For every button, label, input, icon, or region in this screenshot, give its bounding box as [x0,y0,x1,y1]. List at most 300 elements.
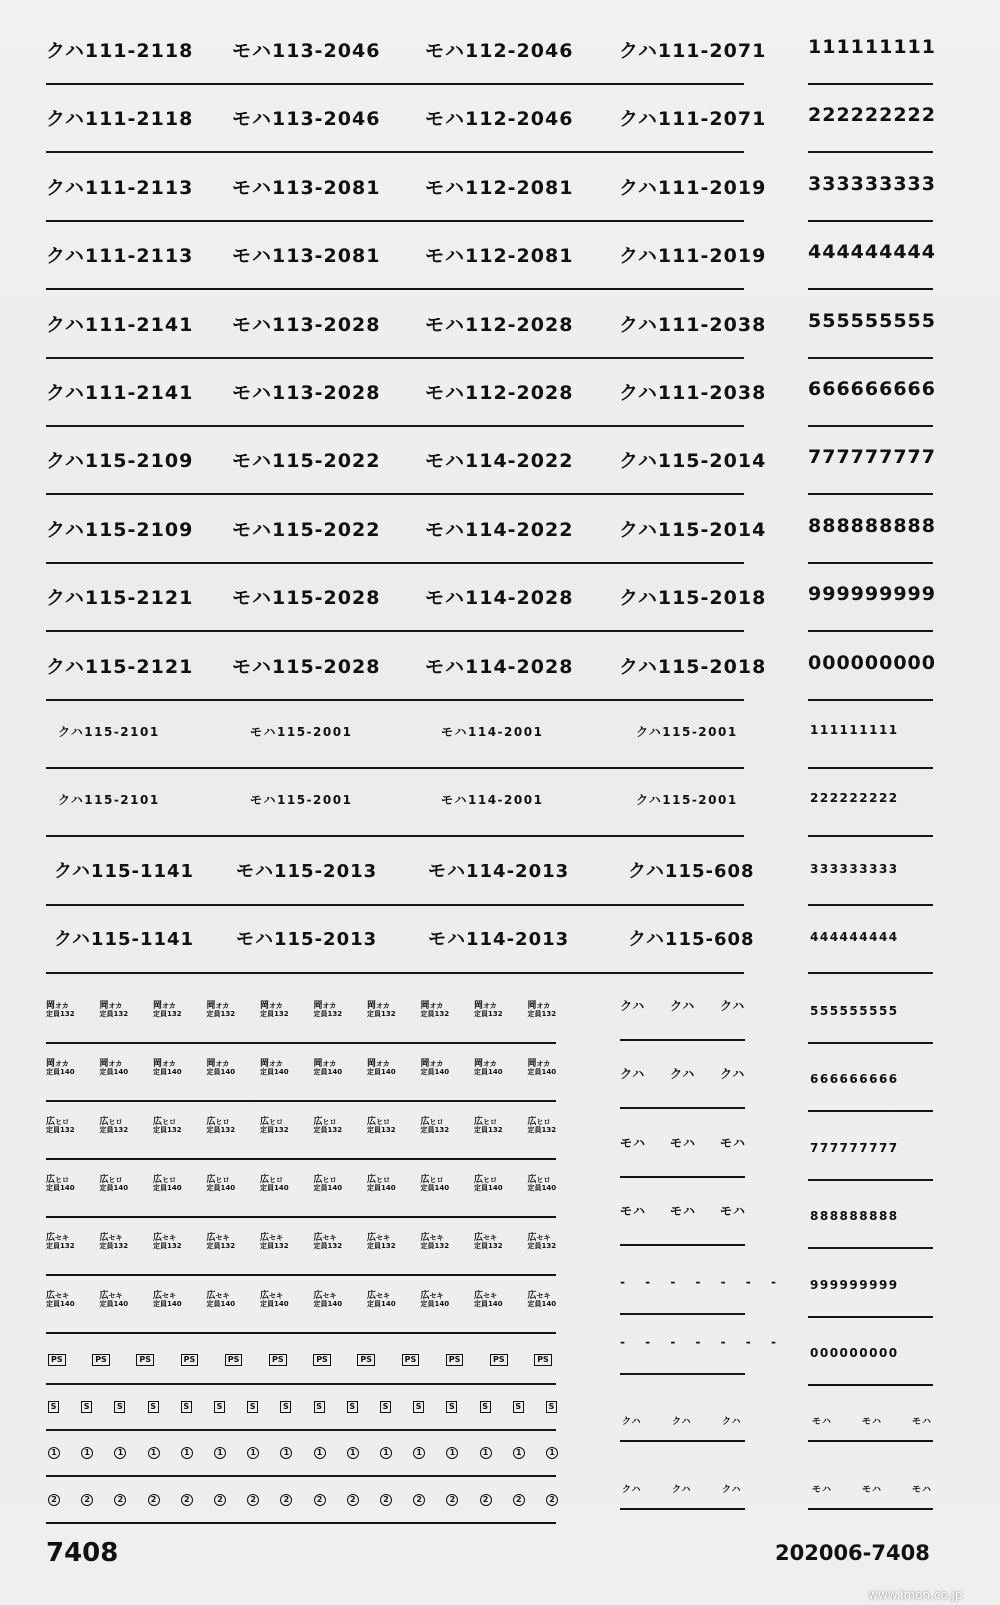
moha-tiny-decal: モハ [812,1485,833,1496]
circle-1-decal: 1 [81,1447,93,1459]
depot-mark-decal [100,1234,129,1250]
separator-line [808,562,933,564]
depot-code: ヒロ [376,1118,391,1126]
capacity-text: 定員140 [206,1300,236,1308]
separator-line [46,1274,556,1276]
capacity-text: 定員132 [313,1010,343,1018]
capacity-text: 定員132 [527,1242,557,1250]
depot-kanji: 岡 [474,1001,484,1011]
separator-line [46,425,744,427]
type-decal: クハ [620,1067,646,1082]
depot-code: ヒロ [269,1118,284,1126]
circle-2-decal: 2 [48,1494,60,1506]
depot-kanji: 岡 [527,1059,537,1069]
type-decal: クハ [620,999,646,1013]
capacity-text: 定員132 [420,1126,450,1134]
separator-line [46,972,744,974]
depot-kanji: 広 [46,1117,56,1127]
capacity-text: 定員140 [420,1068,450,1076]
depot-mark-decal [260,1292,289,1308]
depot-code: ヒロ [483,1118,498,1126]
depot-mark-decal [528,1118,557,1134]
depot-kanji: 岡 [153,1001,163,1011]
depot-mark-decal [46,1118,75,1134]
car-number-decal-small: クハ115-2101 [58,793,160,808]
depot-kanji: 岡 [527,1001,537,1011]
depot-kanji: 岡 [46,1001,56,1011]
depot-code: オカ [55,1060,69,1068]
depot-mark-decal [207,1118,236,1134]
digit-decal-row: 000000000 [808,651,936,674]
depot-kanji: 岡 [206,1001,216,1011]
depot-mark-decal [474,1176,503,1192]
separator-line [808,1179,933,1181]
digit-decal-row: 111111111 [808,36,936,58]
car-number-decal: モハ115-2013 [236,860,378,882]
depot-kanji: 岡 [206,1059,216,1069]
capacity-text: 定員140 [99,1068,129,1076]
separator-line [620,1244,745,1246]
car-number-decal: モハ114-2013 [428,860,570,882]
separator-line [620,1440,745,1442]
depot-mark-decal [314,1234,343,1250]
depot-mark-decal [314,1002,343,1018]
depot-kanji: 広 [99,1175,109,1185]
depot-kanji: 広 [46,1175,56,1185]
depot-mark-decal [153,1234,182,1250]
depot-code: ヒロ [322,1176,337,1184]
circle-2-decal: 2 [314,1494,326,1506]
digit-decal-row: 999999999 [808,583,936,606]
type-decal: モハ [720,1135,747,1150]
capacity-text: 定員140 [46,1068,75,1076]
car-number-decal: モハ115-2028 [232,655,381,678]
depot-mark-decal [421,1118,450,1134]
capacity-text: 定員140 [527,1184,557,1192]
separator-line [46,493,744,495]
dash-decal: - - - - - - - [620,1335,784,1349]
digit-decal-small: 333333333 [810,861,899,876]
digit-decal-row: 777777777 [808,446,936,469]
car-number-decal: クハ115-608 [628,860,755,882]
car-number-decal: クハ111-2141 [46,313,194,336]
car-number-decal: クハ115-2014 [619,450,767,473]
depot-mark-decal [100,1176,129,1192]
car-number-decal: クハ115-2014 [619,518,767,541]
depot-code: ヒロ [108,1176,123,1184]
depot-code: ヒロ [536,1176,551,1184]
kuha-tiny-decal: クハ [672,1485,692,1496]
depot-kanji: 広 [474,1291,484,1301]
separator-line [46,151,744,153]
separator-line [808,1247,933,1249]
s-mark-decal: S [380,1401,391,1413]
depot-kanji: 広 [206,1117,216,1127]
ps-mark-decal: PS [92,1354,110,1366]
depot-code: セキ [162,1234,177,1242]
circle-2-decal: 2 [413,1494,425,1506]
s-mark-decal: S [81,1401,92,1413]
circle-1-decal: 1 [413,1447,425,1459]
capacity-text: 定員140 [99,1184,129,1192]
depot-code: セキ [376,1234,391,1242]
depot-kanji: 広 [99,1233,109,1243]
moha-tiny-decal: モハ [862,1417,883,1427]
circle-2-decal: 2 [513,1494,525,1506]
moha-tiny-decal: モハ [862,1485,883,1496]
capacity-text: 定員132 [420,1242,450,1250]
s-mark-decal: S [280,1401,291,1413]
capacity-text: 定員132 [99,1126,129,1134]
depot-code: ヒロ [215,1118,230,1126]
capacity-text: 定員140 [153,1184,182,1192]
circle-2-decal: 2 [546,1494,558,1506]
separator-line [808,835,933,837]
capacity-text: 定員140 [367,1300,396,1308]
digit-decal-small: 444444444 [810,930,899,945]
depot-mark-decal [528,1176,557,1192]
depot-kanji: 広 [206,1233,216,1243]
depot-code: ヒロ [269,1176,284,1184]
separator-line [808,972,933,974]
circle-2-decal: 2 [214,1494,226,1506]
capacity-text: 定員140 [46,1184,75,1192]
digit-decal-small: 555555555 [810,1004,899,1018]
depot-mark-decal [46,1002,75,1018]
depot-mark-decal [367,1060,396,1076]
depot-mark-decal [314,1176,343,1192]
digit-decal-row: 666666666 [808,378,936,400]
depot-kanji: 岡 [260,1059,270,1069]
depot-kanji: 広 [420,1233,430,1243]
circle-2-decal: 2 [347,1494,359,1506]
depot-code: オカ [322,1060,337,1068]
depot-code: セキ [429,1292,444,1300]
digit-decal-small: 111111111 [810,723,899,737]
capacity-text: 定員132 [367,1010,396,1018]
capacity-text: 定員132 [206,1126,236,1134]
circle-1-decal: 1 [247,1447,259,1459]
capacity-text: 定員132 [46,1126,75,1134]
depot-code: オカ [55,1002,69,1010]
car-number-decal-small: モハ114-2001 [441,793,544,808]
ps-mark-decal: PS [446,1354,464,1366]
separator-line [46,904,744,906]
ps-mark-decal: PS [225,1354,243,1366]
depot-kanji: 岡 [153,1059,163,1069]
car-number-decal-small: モハ115-2001 [250,725,353,739]
car-number-decal: クハ115-2018 [619,655,767,678]
capacity-text: 定員140 [313,1300,343,1308]
type-decal: モハ [620,1204,647,1219]
depot-kanji: 広 [527,1117,537,1127]
car-number-decal: モハ112-2081 [425,176,574,199]
capacity-text: 定員140 [260,1300,289,1308]
capacity-text: 定員140 [527,1300,557,1308]
car-number-decal: クハ115-2121 [46,587,194,610]
depot-mark-decal [474,1002,503,1018]
car-number-decal: クハ111-2141 [46,382,194,404]
separator-line [46,1216,556,1218]
type-decal: モハ [670,1135,697,1150]
moha-tiny-decal: モハ [812,1417,833,1427]
depot-mark-decal [314,1292,343,1308]
separator-line [808,1440,933,1442]
depot-code: ヒロ [55,1176,70,1184]
separator-line [46,1100,556,1102]
depot-mark-decal [207,1292,236,1308]
depot-kanji: 広 [153,1117,163,1127]
depot-code: セキ [269,1234,284,1242]
depot-code: セキ [429,1234,444,1242]
depot-kanji: 広 [260,1175,270,1185]
depot-code: ヒロ [322,1118,337,1126]
depot-code: ヒロ [162,1118,177,1126]
car-number-decal: モハ113-2028 [232,313,381,336]
car-number-decal: クハ115-2109 [46,518,194,541]
depot-kanji: 広 [313,1117,323,1127]
digit-decal-row: 222222222 [808,104,936,127]
depot-mark-decal [46,1292,75,1308]
capacity-text: 定員132 [206,1242,236,1250]
circle-1-decal: 1 [114,1447,126,1459]
depot-kanji: 岡 [46,1059,56,1069]
separator-line [46,835,744,837]
car-number-decal: モハ114-2028 [425,655,574,678]
capacity-text: 定員132 [474,1010,503,1018]
capacity-text: 定員140 [420,1300,450,1308]
car-number-decal-small: クハ115-2101 [58,725,160,739]
circle-2-decal: 2 [148,1494,160,1506]
separator-line [620,1373,745,1375]
depot-kanji: 広 [46,1291,56,1301]
capacity-text: 定員140 [420,1184,450,1192]
separator-line [46,288,744,290]
car-number-decal: モハ113-2028 [232,382,381,404]
separator-line [46,1522,556,1524]
capacity-text: 定員140 [153,1300,182,1308]
depot-code: セキ [269,1292,284,1300]
depot-mark-decal [421,1176,450,1192]
depot-mark-decal [528,1292,557,1308]
capacity-text: 定員132 [367,1126,396,1134]
ps-mark-decal: PS [136,1354,154,1366]
s-mark-decal: S [446,1401,457,1413]
depot-kanji: 広 [313,1291,323,1301]
depot-mark-decal [314,1118,343,1134]
depot-code: セキ [215,1234,230,1242]
car-number-decal: クハ115-1141 [54,860,195,882]
circle-2-decal: 2 [81,1494,93,1506]
depot-code: セキ [108,1234,123,1242]
separator-line [620,1039,745,1041]
depot-kanji: 広 [313,1175,323,1185]
depot-code: オカ [162,1002,176,1010]
capacity-text: 定員132 [474,1126,503,1134]
depot-code: オカ [376,1002,390,1010]
separator-line [46,699,744,701]
depot-mark-decal [367,1234,396,1250]
depot-mark-decal [46,1234,75,1250]
ps-mark-decal: PS [402,1354,420,1366]
car-number-decal: クハ111-2019 [619,245,767,268]
s-mark-decal: S [148,1401,159,1413]
capacity-text: 定員140 [367,1068,396,1076]
depot-kanji: 岡 [367,1059,377,1069]
capacity-text: 定員140 [474,1068,503,1076]
car-number-decal: モハ113-2046 [232,40,381,62]
separator-line [620,1313,745,1315]
separator-line [46,1158,556,1160]
car-number-decal: モハ114-2028 [425,587,574,610]
depot-kanji: 岡 [420,1001,430,1011]
separator-line [46,357,744,359]
separator-line [620,1176,745,1178]
depot-mark-decal [46,1060,75,1076]
separator-line [808,220,933,222]
s-mark-decal: S [181,1401,192,1413]
depot-kanji: 広 [367,1175,377,1185]
depot-code: オカ [322,1002,337,1010]
depot-code: セキ [483,1234,498,1242]
capacity-text: 定員140 [260,1184,289,1192]
separator-line [46,767,744,769]
circle-1-decal: 1 [314,1447,326,1459]
capacity-text: 定員132 [46,1242,75,1250]
car-number-decal: クハ115-2018 [619,587,767,610]
depot-mark-decal [421,1002,450,1018]
depot-code: ヒロ [536,1118,551,1126]
car-number-decal: クハ111-2113 [46,245,194,268]
depot-mark-decal [46,1176,75,1192]
separator-line [46,630,744,632]
separator-line [46,562,744,564]
depot-mark-decal [367,1176,396,1192]
car-number-decal: クハ111-2113 [46,176,194,199]
s-mark-decal: S [214,1401,225,1413]
depot-mark-decal [260,1002,289,1018]
separator-line [620,1107,745,1109]
depot-code: オカ [429,1060,444,1068]
depot-mark-decal [314,1060,343,1076]
moha-tiny-decal: モハ [912,1417,933,1427]
depot-mark-decal [474,1234,503,1250]
ps-mark-decal: PS [48,1354,66,1366]
depot-mark-decal [260,1118,289,1134]
depot-code: オカ [429,1002,444,1010]
car-number-decal: モハ115-2028 [232,587,381,610]
depot-kanji: 広 [527,1291,537,1301]
car-number-decal: クハ111-2038 [619,382,767,404]
depot-mark-decal [100,1060,129,1076]
digit-decal-row: 555555555 [808,309,936,332]
depot-mark-decal [528,1002,557,1018]
separator-line [46,1475,556,1477]
digit-decal-row: 333333333 [808,172,936,195]
digit-decal-small: 888888888 [810,1209,899,1224]
separator-line [808,357,933,359]
kuha-tiny-decal: クハ [722,1485,742,1496]
depot-code: オカ [108,1002,123,1010]
watermark: www.imon.co.jp [868,1588,963,1602]
separator-line [808,699,933,701]
car-number-decal: モハ114-2022 [425,518,574,541]
depot-mark-decal [367,1002,396,1018]
type-decal: モハ [620,1135,647,1150]
separator-line [46,1042,556,1044]
depot-code: オカ [269,1060,283,1068]
s-mark-decal: S [513,1401,524,1413]
circle-2-decal: 2 [446,1494,458,1506]
separator-line [808,288,933,290]
kuha-tiny-decal: クハ [622,1417,642,1427]
depot-code: セキ [55,1234,70,1242]
capacity-text: 定員132 [99,1010,129,1018]
circle-1-decal: 1 [546,1447,558,1459]
depot-code: オカ [536,1060,551,1068]
car-number-decal: クハ111-2118 [46,108,194,131]
depot-code: オカ [269,1002,283,1010]
depot-code: ヒロ [215,1176,230,1184]
separator-line [808,1042,933,1044]
s-mark-decal: S [247,1401,258,1413]
s-mark-decal: S [413,1401,424,1413]
depot-code: ヒロ [162,1176,177,1184]
capacity-text: 定員132 [260,1126,289,1134]
car-number-decal: モハ114-2013 [428,929,570,951]
depot-code: セキ [536,1234,551,1242]
ps-mark-decal: PS [534,1354,552,1366]
dash-decal: - - - - - - - [620,1275,784,1289]
sheet-number: 7408 [46,1538,119,1568]
product-code: 202006-7408 [775,1541,930,1565]
car-number-decal: クハ111-2118 [46,40,194,62]
depot-kanji: 広 [474,1175,484,1185]
capacity-text: 定員140 [153,1068,182,1076]
kuha-tiny-decal: クハ [722,1417,742,1427]
depot-code: オカ [536,1002,551,1010]
depot-kanji: 広 [260,1291,270,1301]
capacity-text: 定員132 [527,1126,557,1134]
separator-line [808,630,933,632]
capacity-text: 定員132 [474,1242,503,1250]
depot-mark-decal [528,1234,557,1250]
circle-1-decal: 1 [214,1447,226,1459]
separator-line [808,151,933,153]
circle-1-decal: 1 [48,1447,60,1459]
depot-mark-decal [367,1292,396,1308]
capacity-text: 定員132 [313,1126,343,1134]
depot-code: オカ [376,1060,390,1068]
car-number-decal: モハ112-2046 [425,108,574,131]
depot-kanji: 広 [46,1233,56,1243]
depot-code: セキ [322,1234,337,1242]
depot-code: セキ [108,1292,123,1300]
depot-mark-decal [207,1060,236,1076]
type-decal: クハ [720,1067,746,1082]
type-decal: モハ [720,1204,747,1219]
capacity-text: 定員132 [260,1242,289,1250]
depot-code: ヒロ [376,1176,391,1184]
depot-kanji: 広 [260,1117,270,1127]
circle-1-decal: 1 [280,1447,292,1459]
separator-line [808,767,933,769]
digit-decal-row: 888888888 [808,514,936,537]
depot-kanji: 岡 [313,1001,323,1011]
capacity-text: 定員132 [153,1126,182,1134]
separator-line [808,1316,933,1318]
car-number-decal: モハ112-2028 [425,382,574,404]
